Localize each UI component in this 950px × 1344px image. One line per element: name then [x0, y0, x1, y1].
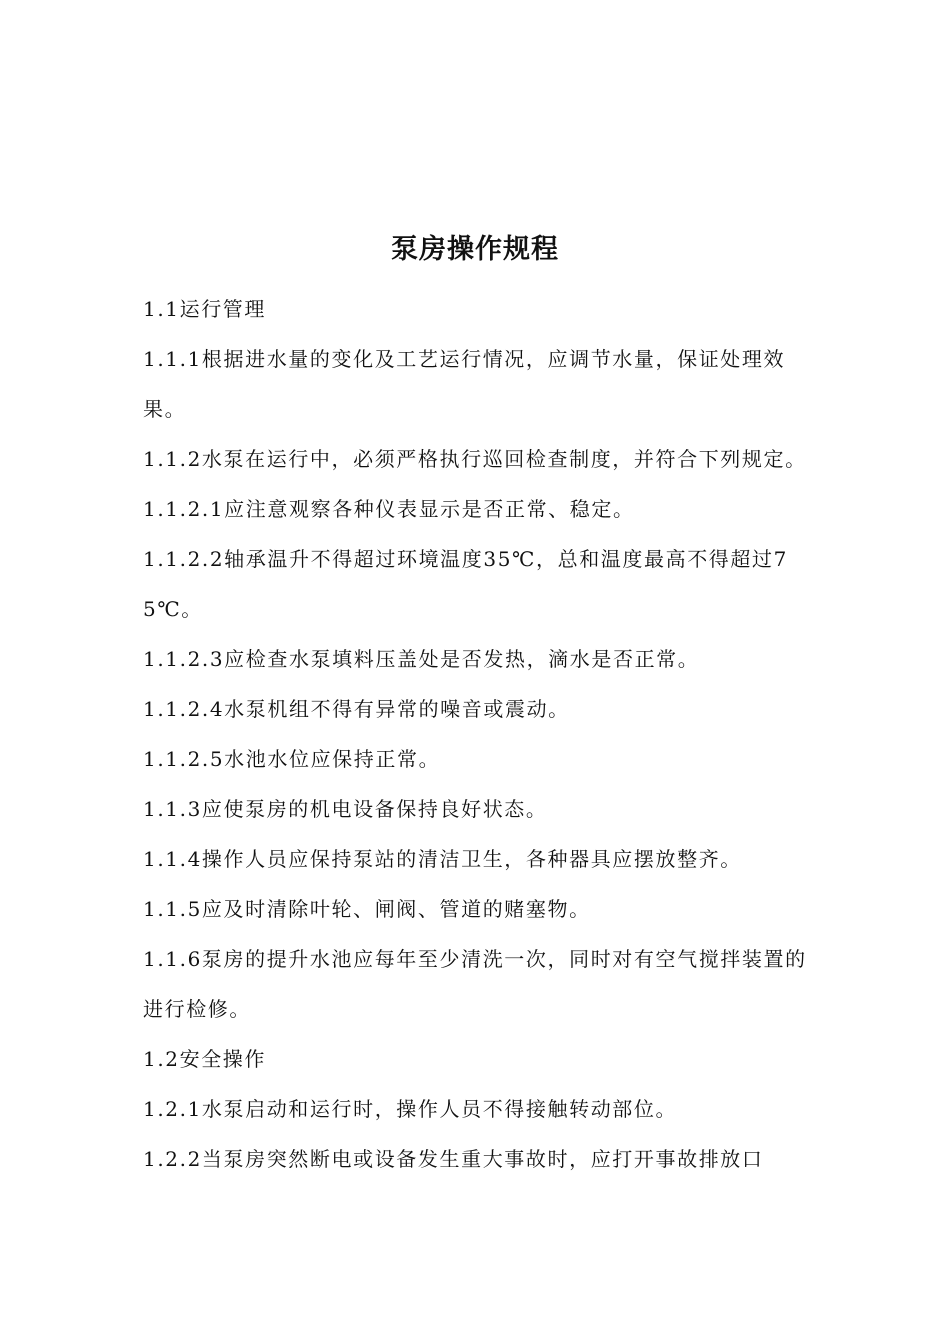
paragraph: 1.2.2当泵房突然断电或设备发生重大事故时，应打开事故排放口 [143, 1147, 764, 1171]
paragraph: 1.1.2.2轴承温升不得超过环境温度35℃，总和温度最高不得超过75℃。 [143, 547, 788, 621]
paragraph: 1.1.2水泵在运行中，必须严格执行巡回检查制度，并符合下列规定。 [143, 447, 807, 471]
paragraph: 1.2.1水泵启动和运行时，操作人员不得接触转动部位。 [143, 1097, 678, 1121]
paragraph: 1.1.1根据进水量的变化及工艺运行情况，应调节水量，保证处理效果。 [143, 347, 786, 421]
document-title: 泵房操作规程 [391, 234, 559, 265]
section-heading: 1.1运行管理 [143, 297, 267, 321]
section-heading: 1.2安全操作 [143, 1047, 267, 1071]
paragraph: 1.1.2.4水泵机组不得有异常的噪音或震动。 [143, 697, 570, 721]
paragraph: 1.1.2.1应注意观察各种仪表显示是否正常、稳定。 [143, 497, 635, 521]
paragraph: 1.1.2.5水池水位应保持正常。 [143, 747, 441, 771]
paragraph: 1.1.3应使泵房的机电设备保持良好状态。 [143, 797, 548, 821]
paragraph: 1.1.6泵房的提升水池应每年至少清洗一次，同时对有空气搅拌装置的进行检修。 [143, 947, 807, 1021]
paragraph: 1.1.2.3应检查水泵填料压盖处是否发热，滴水是否正常。 [143, 647, 700, 671]
paragraph: 1.1.4操作人员应保持泵站的清洁卫生，各种器具应摆放整齐。 [143, 847, 742, 871]
paragraph: 1.1.5应及时清除叶轮、闸阀、管道的赌塞物。 [143, 897, 591, 921]
document-body [143, 284, 811, 1184]
